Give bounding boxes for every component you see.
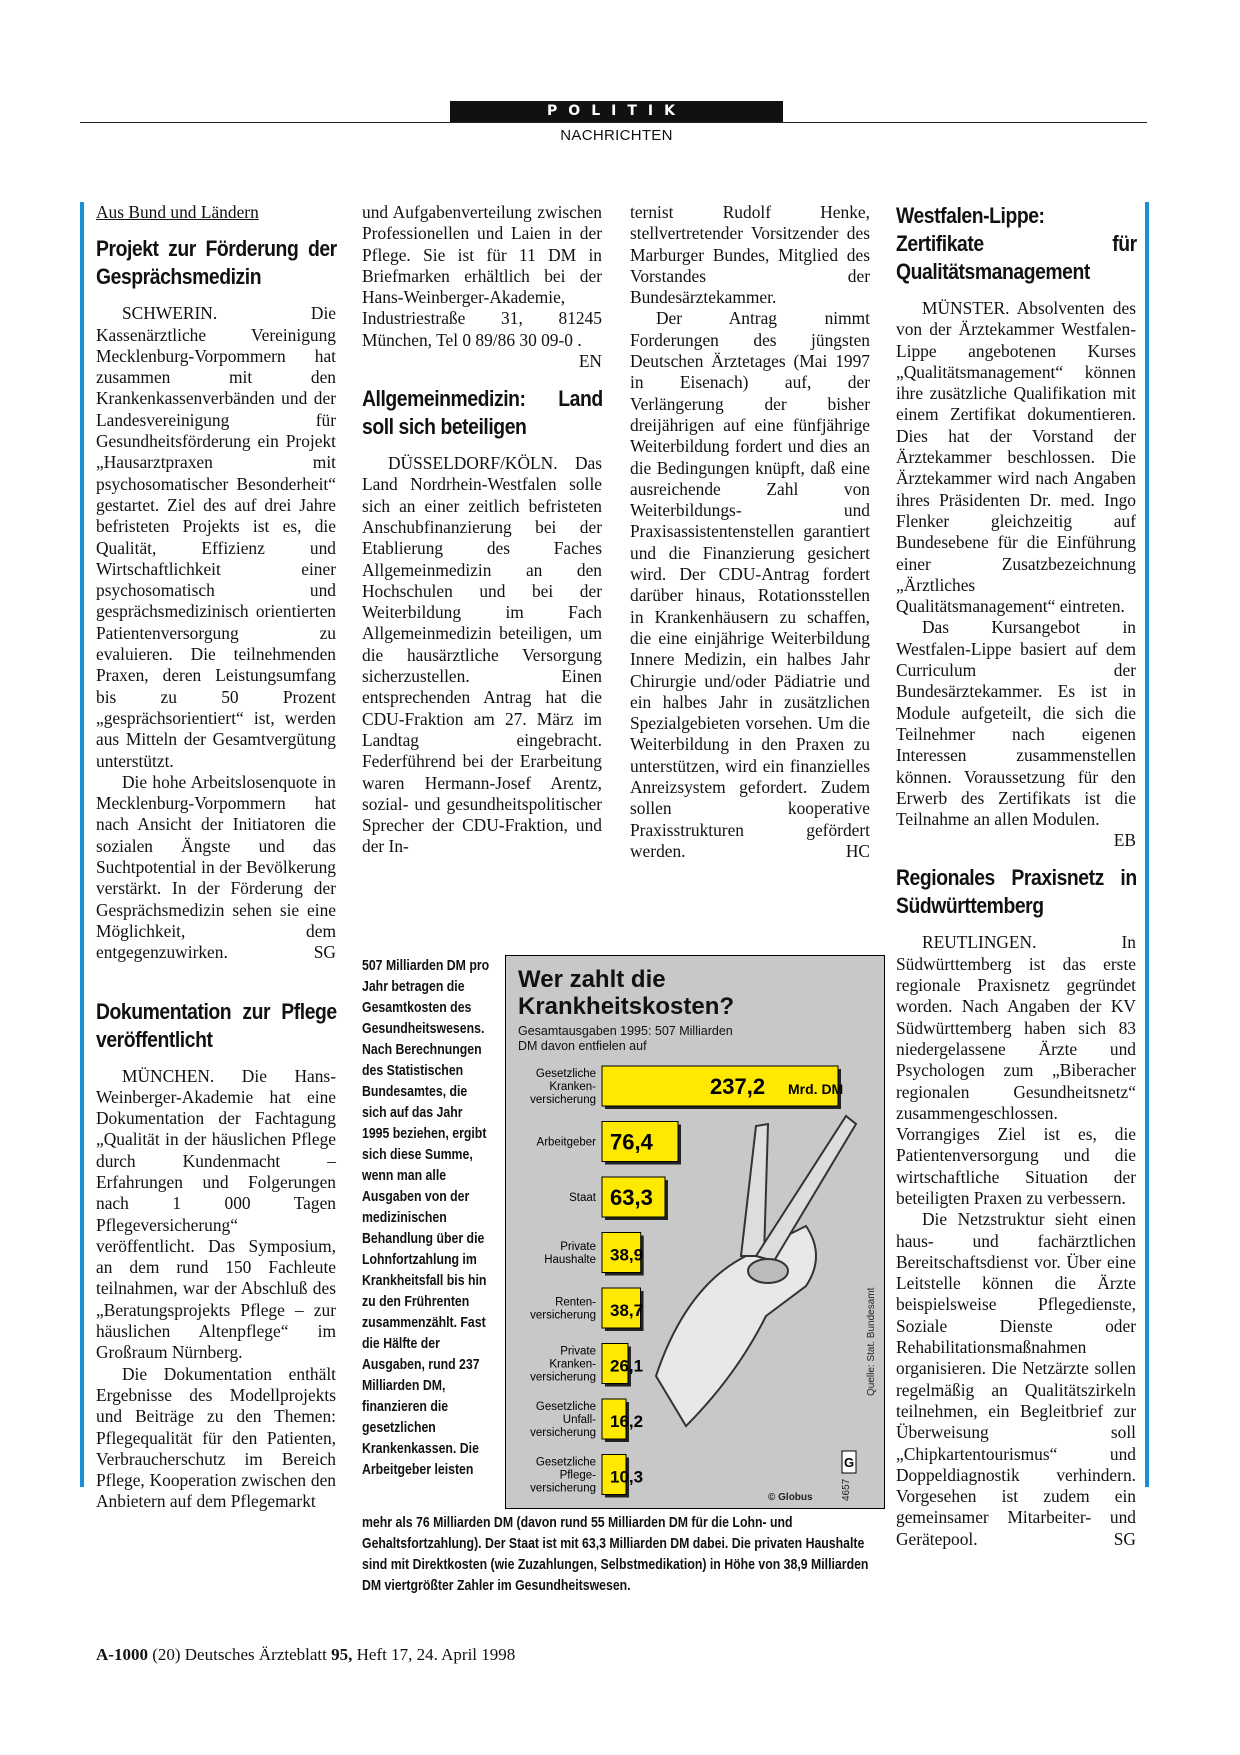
author-initials: SG: [1113, 1528, 1136, 1549]
chart-panel: [505, 955, 885, 1509]
footer-issue: Heft 17, 24. April 1998: [356, 1645, 516, 1664]
subsection-label: NACHRICHTEN: [560, 127, 673, 144]
column-3: [630, 202, 870, 862]
article-title: Westfalen-Lippe: Zertifikate für Qualitätsmanagement: [896, 203, 1137, 284]
bar-value-label: 38,9: [610, 1245, 644, 1265]
chart-subtitle: Gesamtausgaben 1995: 507 Milliarden DM davon entfielen auf: [518, 1024, 733, 1053]
article-paragraph: und Aufgabenverteilung zwischen Professionellen und Laien in der Pflege. Sie ist für 11 DM in Briefmarken erhältlich bei der Hans-Weinberger-Akademie, Industriestraße 31, 81245 München, Tel 0 89/86 30 09-0 . EN: [362, 202, 602, 372]
column-2: [362, 202, 602, 858]
article-paragraph: Das Kursangebot in Westfalen-Lippe basiert auf dem Curriculum der Bundesärztekammer. Es ist in Module aufgeteilt, die sich die Teilnehmer nach eigenen Interessen zusammenstellen können. Voraussetzung für den Erwerb des Zertifikats ist die Teilnahme an allen Modulen. EB: [896, 617, 1136, 851]
category-label: Private Kranken-versicherung: [530, 1345, 596, 1384]
footer-journal: (20) Deutsches Ärzteblatt: [152, 1645, 327, 1664]
scissors-illustration: [656, 1116, 856, 1426]
globus-logo: G: [844, 1455, 855, 1470]
bar-value-label: 26,1: [610, 1356, 644, 1376]
column-marker-left: [80, 202, 84, 1487]
chart-code: 4657: [841, 1478, 852, 1501]
footer-volume: 95,: [331, 1645, 353, 1664]
category-label: Private Haushalte: [544, 1241, 596, 1266]
chart-caption-bottom: mehr als 76 Milliarden DM (davon rund 55 Milliarden DM für die Lohn- und Gehaltsfortzahlung). Der Staat ist mit 63,3 Milliarden DM dabei. Die privaten Haushalte sind mit Direktkosten (wie Zuzahlungen, Selbstmedikation) in Höhe von 38,9 Milliarden DM viertgrößter Zahler im Gesundheitswesen.: [362, 1514, 869, 1594]
category-label: Gesetzliche Kranken-versicherung: [530, 1068, 596, 1106]
bar-value-label: 10,3: [610, 1467, 644, 1487]
column-4: [896, 202, 1136, 1550]
header-rule: [80, 122, 1147, 123]
article-title: Projekt zur Förderung der Gesprächsmedizin: [96, 236, 337, 290]
category-label: Staat: [569, 1192, 596, 1204]
author-initials: SG: [313, 942, 336, 963]
category-label: Arbeitgeber: [536, 1136, 596, 1149]
bar-value-label: 237,2: [710, 1074, 766, 1099]
chart-credit: © Globus: [768, 1492, 813, 1503]
article-paragraph: MÜNCHEN. Die Hans-Weinberger-Akademie hat eine Dokumentation der Fachtagung „Qualität in der häuslichen Pflege durch Kundenmacht – Erfahrungen und Folgerungen nach 1 000 Tagen Pflegeversicherung“ veröffentlicht. Das Symposium, an dem rund 150 Fachleute teilnahmen, war der Abschluß des „Beratungsprojekts Pflege – zur häuslichen Altenpflege“ im Großraum Nürnberg.: [96, 1065, 336, 1363]
kicker: Aus Bund und Ländern: [96, 202, 259, 222]
article-paragraph: SCHWERIN. Die Kassenärztliche Vereinigung Mecklenburg-Vorpommern hat zusammen mit den Krankenkassenverbänden und der Landesvereinigung für Gesundheitsförderung ein Projekt „Hausarztpraxen mit psychosomatischer Besonderheit“ gestartet. Ziel des auf drei Jahre befristeten Projekts ist es, die Qualität, Effizienz und Wirtschaftlichkeit einer psychosomatisch und gesprächsmedizinisch orientierten Patientenversorgung zu evaluieren. Die teilnehmenden Praxen, deren Leistungsumfang bis zu 50 Prozent „gesprächsorientiert“ ist, werden aus Mitteln der Gesamtvergütung unterstützt.: [96, 303, 336, 771]
page-footer: [96, 1645, 515, 1665]
column-marker-right: [1145, 202, 1149, 1487]
column-1: [96, 202, 336, 1513]
chart-source: Quelle: Stat. Bundesamt: [866, 1287, 877, 1396]
article-paragraph: DÜSSELDORF/KÖLN. Das Land Nordrhein-Westfalen solle sich an einer zeitlich befristeten Anschubfinanzierung bei der Etablierung des Faches Allgemeinmedizin an den Hochschulen und bei der Weiterbildung im Fach Allgemeinmedizin beteiligen, um die hausärztliche Versorgung sicherzustellen. Einen entsprechenden Antrag hat die CDU-Fraktion am 27. März im Landtag eingebracht. Federführend bei der Erarbeitung waren Hermann-Josef Arentz, sozial- und gesundheitspolitischer Sprecher der CDU-Fraktion, und der In-: [362, 453, 602, 857]
section-label: POLITIK: [450, 101, 783, 122]
article-title: Regionales Praxisnetz in Südwürttemberg: [896, 865, 1137, 919]
author-initials: EB: [1113, 830, 1136, 851]
chart-title: Wer zahlt die Krankheitskosten?: [518, 966, 735, 1020]
article-title: Allgemeinmedizin: Land soll sich beteiligen: [362, 386, 603, 440]
author-initials: HC: [845, 840, 870, 861]
article-paragraph: ternist Rudolf Henke, stellvertretender Vorsitzender des Marburger Bundes, Mitglied des Vorstandes der Bundesärztekammer.: [630, 202, 870, 308]
page-number: A-1000: [96, 1645, 148, 1664]
bar-value-label: 16,2: [610, 1412, 644, 1431]
author-initials: EN: [578, 351, 602, 372]
bar-chart: [506, 956, 884, 1508]
article-paragraph: Die hohe Arbeitslosenquote in Mecklenburg-Vorpommern hat nach Ansicht der Initiatoren die sozialen Ängste und das Suchtpotential in der Bevölkerung verstärkt. In der Förderung der Gesprächsmedizin sehen sie eine Möglichkeit, dem entgegenzuwirken. SG: [96, 771, 336, 963]
article-paragraph: Die Netzstruktur sieht einen haus- und fachärztlichen Bereitschaftsdienst vor. Über eine Leitstelle können die Ärzte beispielsweise Pflegedienste, Soziale Dienste oder Rehabilitationsmaßnahmen organisieren. Die Netzärzte sollen regelmäßig an Qualitätszirkeln teilnehmen, ein Begleitbrief zur Überweisung soll „Chipkartentourismus“ und Doppeldiagnostik verhindern. Vorgesehen ist zudem ein gemeinsamer Mitarbeiter- und Gerätepool. SG: [896, 1209, 1136, 1549]
category-label: Gesetzliche Unfall-versicherung: [530, 1401, 596, 1439]
article-paragraph: Die Dokumentation enthält Ergebnisse des Modellprojekts und Beiträge zu den Themen: Pflegequalität für den Patienten, Verbraucherschutz im Bereich Pflege, Kooperation zwischen den Anbietern auf dem Pflegemarkt: [96, 1363, 336, 1512]
chart-caption-side: 507 Milliarden DM pro Jahr betragen die Gesamtkosten des Gesundheitswesens. Nach Berechnungen des Statistischen Bundesamtes, die sich auf das Jahr 1995 beziehen, ergibt sich diese Summe, wenn man alle Ausgaben von der medizinischen Behandlung über die Lohnfortzahlung im Krankheitsfall bis hin zu den Frührenten zusammenzählt. Fast die Hälfte der Ausgaben, rund 237 Milliarden DM, finanzieren die gesetzlichen Krankenkassen. Die Arbeitgeber leisten: [362, 957, 490, 1478]
unit-label: Mrd. DM: [788, 1081, 844, 1097]
category-label: Gesetzliche Pflege-versicherung: [530, 1456, 596, 1495]
bar-value-label: 63,3: [610, 1185, 653, 1210]
article-paragraph: REUTLINGEN. In Südwürttemberg ist das erste regionale Praxisnetz gegründet worden. Nach Angaben der KV Südwürttemberg haben sich 83 niedergelassene Ärzte und Psychologen zum „Biberacher regionalen Gesundheitsnetz“ zusammengeschlossen. Vorrangiges Ziel ist es, die Patientenversorgung und die wirtschaftliche Situation der beteiligten Praxen zu verbessern.: [896, 932, 1136, 1208]
bar-value-label: 38,7: [610, 1301, 644, 1320]
article-paragraph: MÜNSTER. Absolventen des von der Ärztekammer Westfalen-Lippe angebotenen Kurses „Qualitätsmanagement“ können ihre zusätzliche Qualifikation mit einem Zertifikat dokumentieren. Dies hat der Vorstand der Ärztekammer beschlossen. Die Ärztekammer wird nach Angaben ihres Präsidenten Dr. med. Ingo Flenker gleichzeitig auf Bundesebene für die Einführung einer Zusatzbezeichnung „Ärztliches Qualitätsmanagement“ eintreten.: [896, 298, 1136, 617]
category-label: Renten-versicherung: [530, 1296, 596, 1322]
article-title: Dokumentation zur Pflege veröffentlicht: [96, 998, 337, 1052]
article-paragraph: Der Antrag nimmt Forderungen des jüngsten Deutschen Ärztetages (Mai 1997 in Eisenach) auf, der Verlängerung der bisher dreijährigen auf eine fünfjährige Weiterbildung fordert und dies an die Bedingungen knüpft, daß eine ausreichende Zahl von Weiterbildungs- und Praxisassistentenstellen garantiert und die Finanzierung gesichert wird. Der CDU-Antrag fordert darüber hinaus, Rotationsstellen in Krankenhäusern zu schaffen, die eine einjährige Weiterbildung Innere Medizin, ein halbes Jahr Chirurgie und/oder Pädiatrie und ein halbes Jahr in zusätzlichen Spezialgebieten vorsehen. Um die Weiterbildung in den Praxen zu unterstützen, wird ein finanzielles Anreizsystem gefordert. Zudem sollen kooperative Praxisstrukturen gefördert werden. HC: [630, 308, 870, 861]
bar-value-label: 76,4: [610, 1129, 653, 1155]
